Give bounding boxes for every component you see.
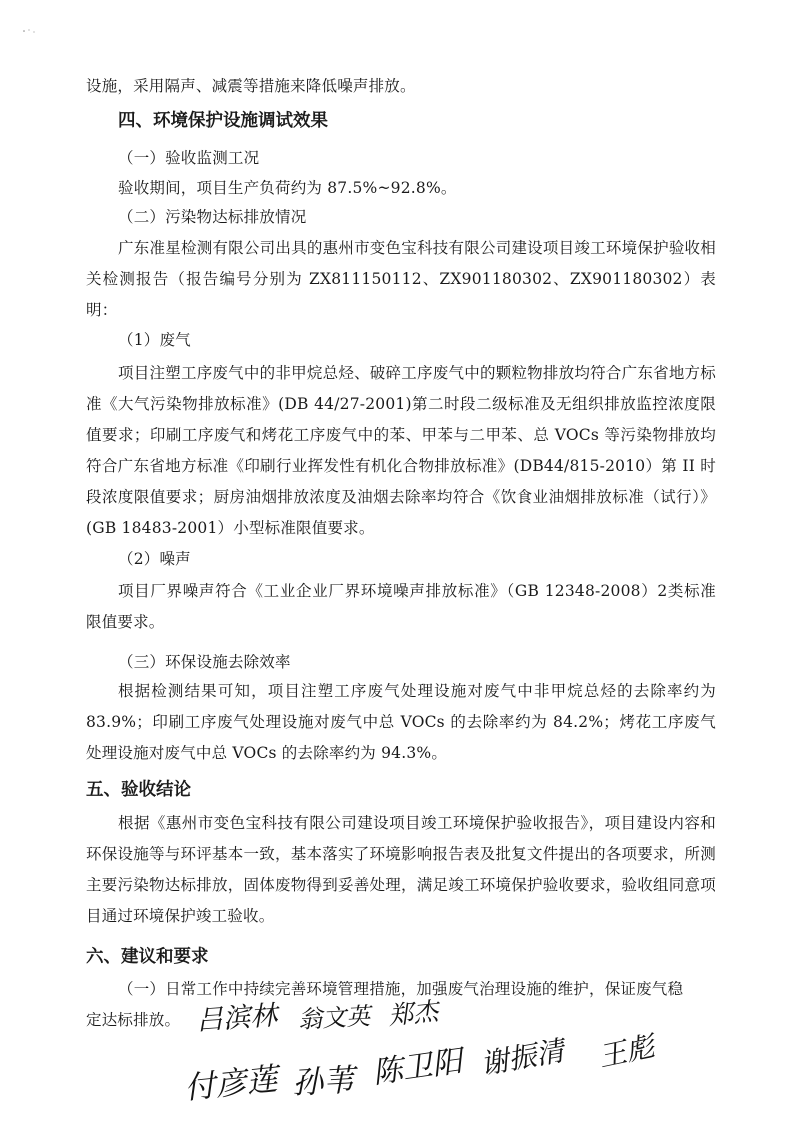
scan-speck-mark [22,28,36,34]
subsection-3-text: 根据检测结果可知，项目注塑工序废气处理设施对废气中非甲烷总烃的去除率约为 83.9%；印刷工序废气处理设施对废气中总 VOCs 的去除率约为 84.2%；烤花工序废气处理设施对废气中总 VOCs 的去除率约为 94.3%。 [86,682,716,762]
item-1-line-1: （一）日常工作中持续完善环境管理措施，加强废气治理设施的维护，保证废气稳 [118,980,684,998]
signature: 孙苇 [291,1062,356,1102]
signature: 翁文英 [297,1002,371,1034]
subsection-1-title: （一）验收监测工况 [118,149,260,167]
signature: 郑杰 [386,996,440,1031]
section-5-text: 根据《惠州市变色宝科技有限公司建设项目竣工环境保护验收报告》，项目建设内容和环保设施等与环评基本一致，基本落实了环境影响报告表及批复文件提出的各项要求，所测主要污染物达标排放，固体废物得到妥善处理，满足竣工环境保护验收要求，验收组同意项目通过环境保护竣工验收。 [86,814,716,925]
subsection-2-text: 广东准星检测有限公司出具的惠州市变色宝科技有限公司建设项目竣工环境保护验收相关检测报告（报告编号分别为 ZX811150112、ZX901180302、ZX901180302）表明： [86,239,716,319]
subsection-2-title: （二）污染物达标排放情况 [118,208,307,226]
signature: 谢振清 [478,1033,567,1082]
signature: 王彪 [595,1029,658,1074]
gas-title: （1）废气 [118,331,191,349]
item-1-line-2: 定达标排放。 [86,1011,181,1029]
noise-text: 项目厂界噪声符合《工业企业厂界环境噪声排放标准》（GB 12348-2008）2类标准限值要求。 [86,582,716,631]
noise-title: （2）噪声 [118,550,191,568]
subsection-1-text: 验收期间，项目生产负荷约为 87.5%~92.8%。 [118,179,457,197]
subsection-3-title: （三）环保设施去除效率 [118,653,291,671]
section-6-title: 六、建议和要求 [86,947,209,967]
signature: 吕滨林 [195,1000,279,1037]
continuation-line: 设施，采用隔声、减震等措施来降低噪声排放。 [86,77,416,95]
signature: 陈卫阳 [370,1043,465,1092]
section-5-title: 五、验收结论 [86,780,191,800]
gas-text: 项目注塑工序废气中的非甲烷总烃、破碎工序废气中的颗粒物排放均符合广东省地方标准《大气污染物排放标准》(DB 44/27-2001)第二时段二级标准及无组织排放监控浓度限值要求；印刷工序废气和烤花工序废气中的苯、甲苯与二甲苯、总 VOCs 等污染物排放均符合广东省地方标准《印刷行业挥发性有机化合物排放标准》(DB44/815-2010）第 II 时段浓度限值要求；厨房油烟排放浓度及油烟去除率均符合《饮食业油烟排放标准（试行）》(GB 18483-2001）小型标准限值要求。 [86,364,716,537]
section-4-title: 四、环境保护设施调试效果 [118,111,328,131]
signature: 付彦莲 [182,1061,279,1107]
